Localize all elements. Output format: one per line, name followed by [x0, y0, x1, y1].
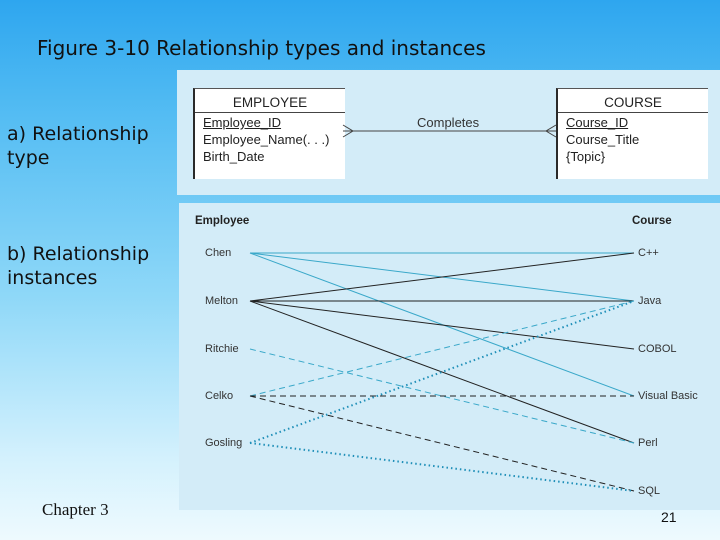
employee-label-celko: Celko — [205, 390, 234, 402]
employee-attr-id: Employee_ID — [203, 115, 282, 130]
footer-chapter: Chapter 3 — [42, 500, 109, 519]
course-label-cobol: COBOL — [638, 343, 677, 355]
link-gosling-sql — [250, 443, 634, 491]
employee-column-header: Employee — [195, 215, 250, 227]
label-a-line1: a) Relationship — [7, 123, 149, 145]
course-entity-title: COURSE — [604, 95, 662, 110]
employee-label-gosling: Gosling — [205, 437, 243, 449]
course-column-header: Course — [632, 215, 672, 227]
label-a-line2: type — [7, 147, 50, 169]
link-celko-java — [250, 301, 634, 396]
course-label-cpp: C++ — [638, 247, 659, 259]
employee-attr-name: Employee_Name(. . .) — [203, 132, 330, 147]
slide-title: Figure 3-10 Relationship types and instances — [37, 36, 486, 60]
course-label-perl: Perl — [638, 437, 658, 449]
course-label-sql: SQL — [638, 485, 661, 497]
label-b-line1: b) Relationship — [7, 243, 150, 265]
link-melton-cobol — [250, 301, 634, 349]
employee-label-chen: Chen — [205, 247, 232, 259]
course-attr-title: Course_Title — [566, 132, 640, 147]
employee-label-ritchie: Ritchie — [205, 343, 239, 355]
relationship-type-connector — [343, 125, 556, 137]
course-attr-topic: {Topic} — [566, 149, 606, 164]
link-celko-sql — [250, 396, 634, 491]
course-label-java: Java — [638, 295, 662, 307]
instance-links — [250, 253, 634, 491]
page-number: 21 — [661, 509, 677, 525]
course-label-visual-basic: Visual Basic — [638, 390, 698, 402]
label-b-line2: instances — [7, 267, 98, 289]
relationship-name-label: Completes — [417, 115, 480, 130]
employee-entity-title: EMPLOYEE — [232, 95, 308, 110]
course-attr-id: Course_ID — [566, 115, 629, 130]
employee-attr-birth-date: Birth_Date — [203, 149, 265, 164]
employee-label-melton: Melton — [205, 295, 239, 307]
